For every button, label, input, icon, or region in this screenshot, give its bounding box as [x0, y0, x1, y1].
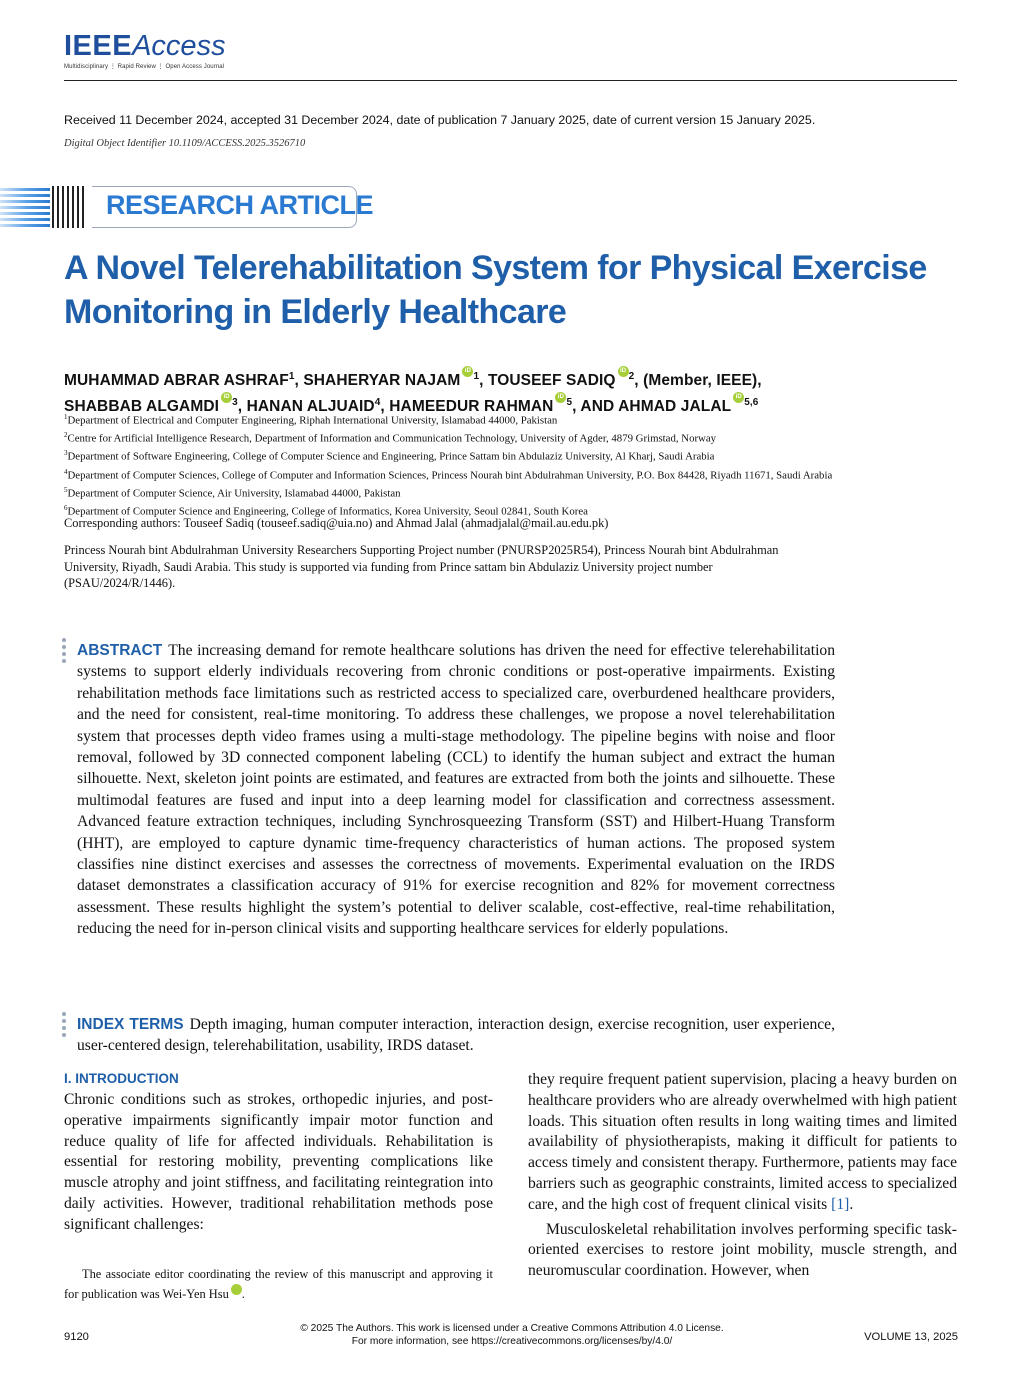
article-tag-stripes-icon — [0, 186, 92, 228]
index-terms-marker-icon — [62, 1012, 67, 1040]
author-affil: 5,6 — [744, 397, 759, 409]
affiliation-item: $^4$Department of Computer Sciences, College of Computer and Information Sciences, Princess Nourah bint Abdulrahman University, P.O. Box 84428, Riyadh 11671, Saudi Arabia — [64, 467, 833, 482]
author-affil: 2 — [628, 371, 635, 382]
doi: Digital Object Identifier 10.1109/ACCESS.2025.3526710 — [64, 138, 306, 149]
index-terms-label: INDEX TERMS — [77, 1016, 184, 1033]
member-note: (Member, IEEE), — [643, 372, 762, 390]
author-conjunction: AND — [580, 398, 615, 416]
editor-note: The associate editor coordinating the review of this manuscript and approving it for publication was Wei-Yen Hsu iD. — [64, 1267, 493, 1301]
abstract-text: The increasing demand for remote healthcare solutions has driven the need for effective telerehabilitation systems to support elderly individuals recovering from chronic conditions or post-operative impairments. Existing rehabilitation methods face limitations such as restricted access to specialized care, overburdened healthcare providers, and the need for consistent, real-time monitoring. To address these challenges, we propose a novel telerehabilitation system that processes depth video frames using a multi-stage methodology. The pipeline begins with noise and floor removal, followed by 3D connected component labeling (CCL) to identify the human subject and extract the human silhouette. Next, skeleton joint points are estimated, and features are extracted from both the joints and silhouette. These multimodal features are fused and input into a deep learning model for classification and correctness assessment. Advanced feature extraction techniques, including Synchrosqueezing Transform (SST) and Hilbert-Huang Transform (HHT), are employed to capture dynamic time-frequency characteristics of human actions. The proposed system classifies nine distinct exercises and assesses the correctness of movements. Experimental evaluation on the IRDS dataset demonstrates a classification accuracy of 91% for exercise recognition and 82% for movement correctness assessment. These results highlight the system’s potential to deliver scalable, cost-effective, real-time rehabilitation, reducing the need for in-person clinical visits and supporting healthcare services for elderly populations. — [77, 642, 835, 938]
orcid-icon[interactable]: iD — [618, 366, 629, 377]
affiliation-item: $^2$Centre for Artificial Intelligence Research, Department of Information and Communication Technology, University of Agder, 4879 Grimstad, Norway — [64, 431, 717, 445]
author-name: MUHAMMAD ABRAR ASHRAF — [64, 372, 289, 390]
license-line: © 2025 The Authors. This work is licensed under a Creative Commons Attribution 4.0 License. — [300, 1323, 724, 1334]
author-name: HANAN ALJUAID — [246, 398, 375, 416]
orcid-icon[interactable]: iD — [221, 392, 232, 403]
intro-paragraph: they require frequent patient supervision, placing a heavy burden on healthcare providers who are already overwhelmed with high patient loads. This situation often results in long waiting times and limited availability of physiotherapists, making it difficult for patients to access timely and consistent therapy. Furthermore, patients may face barriers such as geographic constraints, limited access to specialized care, and the high cost of frequent clinical visits [1]. — [528, 1071, 957, 1213]
index-terms-text: Depth imaging, human computer interaction, interaction design, exercise recognition, user experience, user-centered design, telerehabilitation, usability, IRDS dataset. — [77, 1016, 835, 1055]
ieee-access-logo — [64, 30, 226, 70]
author-name: AHMAD JALAL — [618, 398, 732, 416]
logo-ieee: IEEE — [64, 30, 133, 62]
license-notice — [200, 1322, 824, 1348]
author-name: TOUSEEF SADIQ — [487, 372, 616, 390]
orcid-icon[interactable]: iD — [555, 392, 566, 403]
author-affil: 3 — [232, 397, 238, 409]
affiliation-item: $^5$Department of Computer Science, Air University, Islamabad 44000, Pakistan — [64, 485, 401, 500]
affiliation-item: $^1$Department of Electrical and Computer Engineering, Riphah International University, Islamabad 44000, Pakistan — [64, 413, 558, 427]
intro-right-column — [528, 1070, 957, 1282]
author-list: MUHAMMAD ABRAR ASHRAF$^1$, SHAHERYAR NAJAMiD $^1$, TOUSEEF SADIQiD $^2$, (Member, IEEE), SHABBAB ALGAMDIiD $^3$, HANAN ALJUAID$^4$, HAMEEDUR RAHMANiD $^5$, AND AHMAD JALALiD $^{5,6}$ — [64, 368, 762, 416]
abstract-marker-icon — [62, 638, 67, 666]
intro-paragraph: Musculoskeletal rehabilitation involves performing specific task-oriented exercises to restore joint mobility, muscle strength, and neuromuscular coordination. However, when — [528, 1220, 957, 1280]
volume-info: VOLUME 13, 2025 — [864, 1331, 958, 1343]
article-type: RESEARCH ARTICLE — [106, 190, 374, 220]
citation-link[interactable]: [1] — [831, 1195, 850, 1213]
affiliation-item: $^3$Department of Software Engineering, College of Computer Science and Engineering, Prince Sattam bin Abdulaziz University, Al Kharj, Saudi Arabia — [64, 449, 715, 463]
orcid-icon[interactable]: iD — [462, 366, 473, 377]
abstract-label: ABSTRACT — [77, 642, 163, 659]
logo-access: Access — [132, 30, 226, 62]
received-dates: Received 11 December 2024, accepted 31 December 2024, date of publication 7 January 2025, date of current version 15 January 2025. — [64, 113, 816, 127]
author-affil: 4 — [374, 397, 381, 409]
affiliations — [64, 410, 844, 519]
article-title: A Novel Telerehabilitation System for Physical Exercise Monitoring in Elderly Healthcare — [64, 249, 927, 331]
author-affil: 1 — [288, 371, 295, 382]
funding-statement: Princess Nourah bint Abdulrahman University Researchers Supporting Project number (PNURSP2025R54), Princess Nourah bint Abdulrahman University, Riyadh, Saudi Arabia. This study is supported via funding from Prince sattam bin Abdulaziz University project number (PSAU/2024/R/1446). — [64, 543, 779, 591]
index-terms — [77, 1014, 835, 1057]
header-rule — [64, 80, 957, 81]
license-link[interactable]: For more information, see https://creativecommons.org/licenses/by/4.0/ — [351, 1336, 673, 1347]
author-name: SHAHERYAR NAJAM — [303, 372, 461, 390]
corresponding-authors: Corresponding authors: Touseef Sadiq (touseef.sadiq@uia.no) and Ahmad Jalal (ahmadjalal@mail.au.edu.pk) — [64, 516, 609, 530]
intro-left-column: Chronic conditions such as strokes, orthopedic injuries, and post-operative impairments significantly impair motor function and reduce quality of life for affected individuals. Rehabilitation is essential for restoring mobility, preventing complications like muscle atrophy and joint stiffness, and facilitating reintegration into daily activities. However, traditional rehabilitation methods pose significant challenges: — [64, 1091, 493, 1233]
abstract — [77, 640, 835, 940]
author-affil: 5 — [566, 397, 573, 409]
orcid-icon[interactable]: iD — [231, 1284, 242, 1295]
page-number: 9120 — [64, 1331, 89, 1343]
affiliation-item: $^6$Department of Computer Science and Engineering, College of Informatics, Korea University, Seoul 02841, South Korea — [64, 503, 588, 518]
section-heading: I. INTRODUCTION — [64, 1071, 179, 1086]
author-name: HAMEEDUR RAHMAN — [389, 398, 554, 416]
author-affil: 1 — [473, 371, 480, 382]
author-name: SHABBAB ALGAMDI — [64, 398, 220, 416]
orcid-icon[interactable]: iD — [733, 392, 744, 403]
logo-tagline: Multidisciplinary ⋮ Rapid Review ⋮ Open Access Journal — [64, 64, 225, 70]
